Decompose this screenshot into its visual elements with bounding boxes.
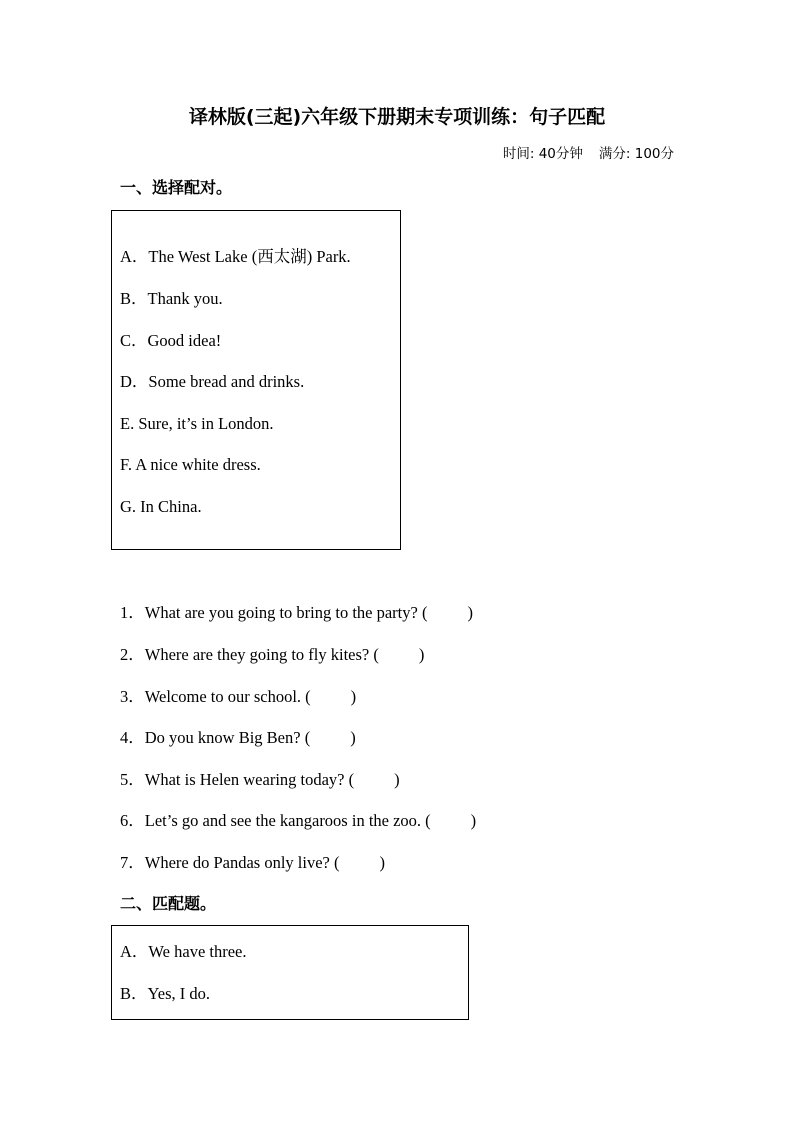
exam-meta (503, 144, 674, 164)
option-a: A．The West Lake (西太湖) Park. (120, 247, 351, 266)
option-e: E. Sure, it’s in London. (120, 414, 274, 433)
question-1 (120, 602, 473, 624)
question-4-text: 4．Do you know Big Ben? ( (120, 728, 311, 747)
time-limit: 时间: 40分钟 (502, 146, 583, 162)
close-paren: ) (470, 811, 477, 830)
section-2-options-box (111, 925, 469, 1020)
option-b: B．Thank you. (120, 289, 223, 308)
question-7-text: 7．Where do Pandas only live? ( (120, 853, 340, 872)
full-score: 满分: 100分 (598, 146, 674, 162)
option-d: D．Some bread and drinks. (120, 372, 305, 391)
question-6-text: 6．Let’s go and see the kangaroos in the zoo. ( (120, 811, 431, 830)
question-5 (120, 769, 400, 791)
section-1-heading: 一、选择配对。 (120, 178, 233, 197)
section-2-heading: 二、匹配题。 (120, 894, 217, 913)
question-2 (120, 644, 424, 666)
close-paren: ) (350, 687, 357, 706)
section-2-option-b: B．Yes, I do. (120, 984, 211, 1003)
close-paren: ) (418, 645, 425, 664)
section-2-option-a: A．We have three. (120, 942, 247, 961)
section-1-options-box (111, 210, 401, 550)
question-1-text: 1．What are you going to bring to the party? ( (120, 603, 428, 622)
question-3 (120, 686, 356, 708)
question-7 (120, 852, 385, 874)
close-paren: ) (379, 853, 385, 872)
question-6 (120, 810, 476, 832)
option-c: C．Good idea! (120, 331, 222, 350)
close-paren: ) (350, 728, 356, 747)
option-g: G. In China. (120, 497, 202, 516)
question-3-text: 3．Welcome to our school. ( (120, 687, 311, 706)
question-4 (120, 727, 356, 749)
option-f: F. A nice white dress. (120, 455, 261, 474)
question-5-text: 5．What is Helen wearing today? ( (120, 770, 355, 789)
question-2-text: 2．Where are they going to fly kites? ( (120, 645, 379, 664)
page-title: 译林版(三起)六年级下册期末专项训练：句子匹配 (188, 106, 606, 128)
close-paren: ) (394, 770, 400, 789)
close-paren: ) (467, 603, 473, 622)
